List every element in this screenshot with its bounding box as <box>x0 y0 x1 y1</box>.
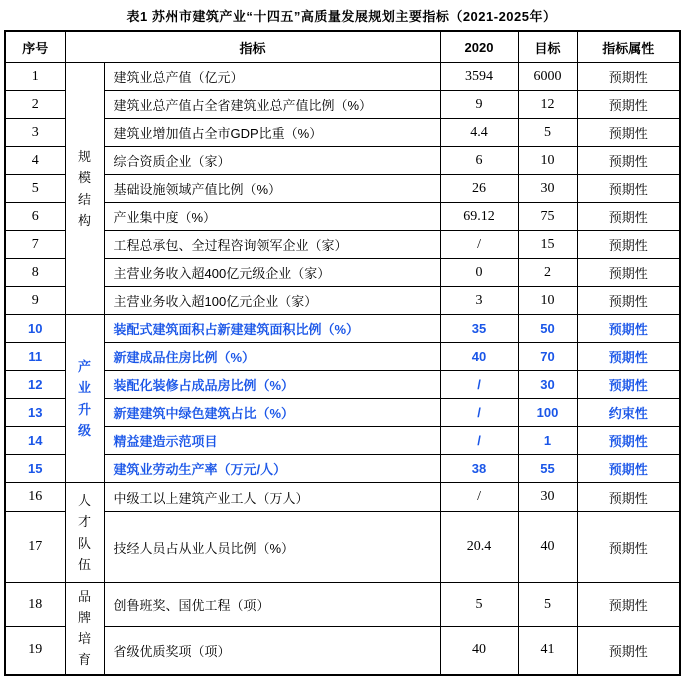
value-2020-cell: 26 <box>440 175 518 203</box>
indicator-cell: 主营业务收入超400亿元级企业（家） <box>104 259 440 287</box>
value-2020-cell: 40 <box>440 627 518 675</box>
value-2020-cell: 6 <box>440 147 518 175</box>
table-row <box>5 287 680 315</box>
value-2020-cell: / <box>440 371 518 399</box>
indicator-cell: 精益建造示范项目 <box>104 427 440 455</box>
target-cell: 10 <box>518 287 577 315</box>
target-cell: 50 <box>518 315 577 343</box>
table-row <box>5 175 680 203</box>
attribute-cell: 预期性 <box>577 231 680 259</box>
row-number-cell: 15 <box>5 455 65 483</box>
attribute-cell: 预期性 <box>577 259 680 287</box>
attribute-cell: 预期性 <box>577 119 680 147</box>
row-number-cell: 17 <box>5 512 65 583</box>
value-2020-cell: 35 <box>440 315 518 343</box>
table-row <box>5 627 680 675</box>
table-title: 表1 苏州市建筑产业“十四五”高质量发展规划主要指标（2021-2025年） <box>126 9 557 24</box>
value-2020-cell: / <box>440 231 518 259</box>
table-row <box>5 427 680 455</box>
value-2020-cell: / <box>440 483 518 512</box>
value-2020-cell: 4.4 <box>440 119 518 147</box>
attribute-cell: 预期性 <box>577 483 680 512</box>
table-row <box>5 91 680 119</box>
header-2020: 2020 <box>440 31 518 63</box>
table-row <box>5 583 680 627</box>
target-cell: 100 <box>518 399 577 427</box>
value-2020-cell: 38 <box>440 455 518 483</box>
table-row <box>5 231 680 259</box>
indicator-cell: 省级优质奖项（项） <box>104 627 440 675</box>
indicator-cell: 主营业务收入超100亿元企业（家） <box>104 287 440 315</box>
indicator-cell: 中级工以上建筑产业工人（万人） <box>104 483 440 512</box>
row-number-cell: 5 <box>5 175 65 203</box>
indicator-cell: 工程总承包、全过程咨询领军企业（家） <box>104 231 440 259</box>
table-row <box>5 259 680 287</box>
group-label-cell <box>65 315 104 483</box>
value-2020-cell: 3 <box>440 287 518 315</box>
target-cell: 10 <box>518 147 577 175</box>
row-number-cell: 19 <box>5 627 65 675</box>
attribute-cell: 约束性 <box>577 399 680 427</box>
indicator-cell: 基础设施领域产值比例（%） <box>104 175 440 203</box>
table-body <box>5 63 680 675</box>
table-row <box>5 63 680 91</box>
row-number-cell: 9 <box>5 287 65 315</box>
target-cell: 55 <box>518 455 577 483</box>
value-2020-cell: 69.12 <box>440 203 518 231</box>
target-cell: 30 <box>518 371 577 399</box>
row-number-cell: 18 <box>5 583 65 627</box>
row-number-cell: 7 <box>5 231 65 259</box>
value-2020-cell: 40 <box>440 343 518 371</box>
value-2020-cell: 3594 <box>440 63 518 91</box>
row-number-cell: 6 <box>5 203 65 231</box>
target-cell: 1 <box>518 427 577 455</box>
attribute-cell: 预期性 <box>577 203 680 231</box>
row-number-cell: 16 <box>5 483 65 512</box>
target-cell: 41 <box>518 627 577 675</box>
header-attribute: 指标属性 <box>577 31 680 63</box>
indicator-cell: 建筑业增加值占全市GDP比重（%） <box>104 119 440 147</box>
attribute-cell: 预期性 <box>577 91 680 119</box>
target-cell: 6000 <box>518 63 577 91</box>
row-number-cell: 13 <box>5 399 65 427</box>
indicator-cell: 新建建筑中绿色建筑占比（%） <box>104 399 440 427</box>
row-number-cell: 11 <box>5 343 65 371</box>
group-label: 产业升级 <box>77 359 91 438</box>
header-row <box>5 31 680 63</box>
target-cell: 5 <box>518 583 577 627</box>
indicator-cell: 新建成品住房比例（%） <box>104 343 440 371</box>
target-cell: 70 <box>518 343 577 371</box>
header-target: 目标 <box>518 31 577 63</box>
row-number-cell: 2 <box>5 91 65 119</box>
target-cell: 30 <box>518 175 577 203</box>
row-number-cell: 3 <box>5 119 65 147</box>
table-row <box>5 399 680 427</box>
target-cell: 40 <box>518 512 577 583</box>
value-2020-cell: / <box>440 399 518 427</box>
attribute-cell: 预期性 <box>577 455 680 483</box>
value-2020-cell: 9 <box>440 91 518 119</box>
table-row <box>5 371 680 399</box>
attribute-cell: 预期性 <box>577 315 680 343</box>
group-label: 人才队伍 <box>77 493 91 572</box>
value-2020-cell: 5 <box>440 583 518 627</box>
indicator-cell: 产业集中度（%） <box>104 203 440 231</box>
value-2020-cell: 20.4 <box>440 512 518 583</box>
target-cell: 15 <box>518 231 577 259</box>
row-number-cell: 8 <box>5 259 65 287</box>
value-2020-cell: 0 <box>440 259 518 287</box>
indicator-cell: 建筑业总产值占全省建筑业总产值比例（%） <box>104 91 440 119</box>
group-label-cell <box>65 583 104 675</box>
group-label-cell <box>65 63 104 315</box>
attribute-cell: 预期性 <box>577 427 680 455</box>
indicator-cell: 建筑业劳动生产率（万元/人） <box>104 455 440 483</box>
attribute-cell: 预期性 <box>577 627 680 675</box>
row-number-cell: 1 <box>5 63 65 91</box>
attribute-cell: 预期性 <box>577 583 680 627</box>
attribute-cell: 预期性 <box>577 343 680 371</box>
group-label: 规模结构 <box>77 149 91 228</box>
row-number-cell: 12 <box>5 371 65 399</box>
header-indicator: 指标 <box>65 31 440 63</box>
target-cell: 30 <box>518 483 577 512</box>
attribute-cell: 预期性 <box>577 371 680 399</box>
indicator-cell: 创鲁班奖、国优工程（项） <box>104 583 440 627</box>
target-cell: 75 <box>518 203 577 231</box>
table-row <box>5 343 680 371</box>
table-row <box>5 315 680 343</box>
indicator-cell: 装配化装修占成品房比例（%） <box>104 371 440 399</box>
indicator-cell: 综合资质企业（家） <box>104 147 440 175</box>
table-row <box>5 147 680 175</box>
row-number-cell: 4 <box>5 147 65 175</box>
header-index: 序号 <box>5 31 65 63</box>
indicators-table <box>4 30 681 676</box>
attribute-cell: 预期性 <box>577 63 680 91</box>
attribute-cell: 预期性 <box>577 175 680 203</box>
target-cell: 5 <box>518 119 577 147</box>
attribute-cell: 预期性 <box>577 287 680 315</box>
row-number-cell: 14 <box>5 427 65 455</box>
target-cell: 12 <box>518 91 577 119</box>
indicator-cell: 技经人员占从业人员比例（%） <box>104 512 440 583</box>
indicator-cell: 装配式建筑面积占新建建筑面积比例（%） <box>104 315 440 343</box>
attribute-cell: 预期性 <box>577 512 680 583</box>
table-row <box>5 483 680 512</box>
value-2020-cell: / <box>440 427 518 455</box>
attribute-cell: 预期性 <box>577 147 680 175</box>
group-label: 品牌培育 <box>77 589 91 668</box>
target-cell: 2 <box>518 259 577 287</box>
table-row <box>5 455 680 483</box>
indicator-cell: 建筑业总产值（亿元） <box>104 63 440 91</box>
table-row <box>5 203 680 231</box>
table-row <box>5 119 680 147</box>
row-number-cell: 10 <box>5 315 65 343</box>
table-row <box>5 512 680 583</box>
group-label-cell <box>65 483 104 583</box>
